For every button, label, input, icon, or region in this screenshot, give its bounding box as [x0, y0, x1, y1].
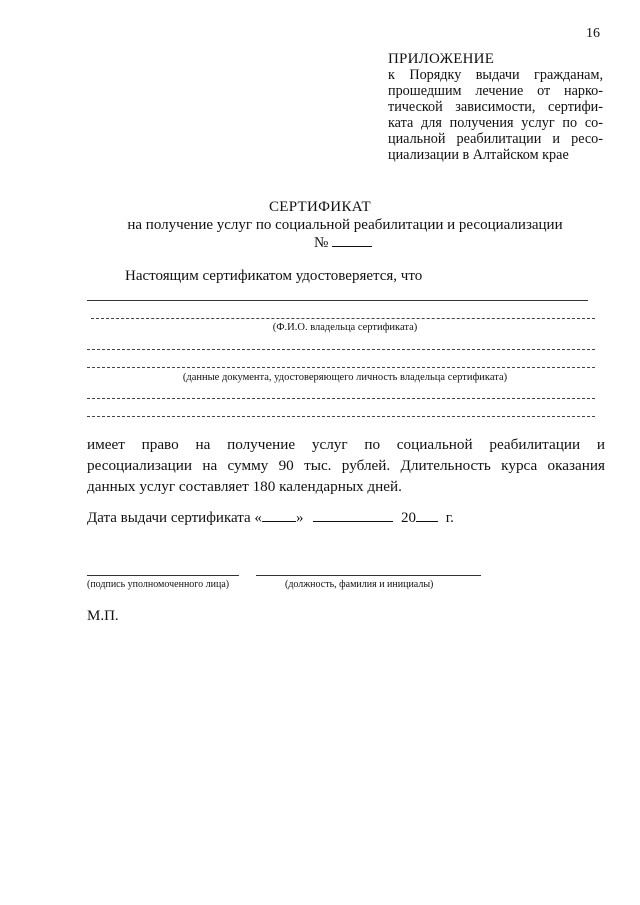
owner-document-line	[87, 349, 595, 350]
appendix-block	[388, 51, 603, 163]
page-number: 16	[586, 26, 600, 41]
year-blank	[416, 508, 438, 522]
appendix-line: к Порядку выдачи гражданам,	[388, 67, 603, 83]
issue-year-prefix: 20	[400, 510, 416, 526]
certificate-title: СЕРТИФИКАТ	[268, 199, 372, 215]
certificate-subtitle: на получение услуг по социальной реабилитации и ресоциализации	[127, 217, 563, 233]
intro-text: Настоящим сертификатом удостоверяется, что	[125, 268, 423, 284]
issue-year-suffix: г.	[445, 510, 454, 526]
issue-date-close-quote: »	[295, 510, 304, 526]
appendix-line: прошедшим лечение от нарко-	[388, 83, 603, 99]
owner-name-caption: (Ф.И.О. владельца сертификата)	[272, 322, 418, 333]
appendix-line: тической зависимости, сертифи-	[388, 99, 603, 115]
owner-document-line	[87, 398, 595, 399]
owner-document-line	[87, 416, 595, 417]
owner-name-line	[87, 300, 588, 301]
certificate-number-blank	[332, 234, 372, 247]
certificate-number	[314, 234, 372, 252]
owner-name-line	[91, 318, 595, 319]
month-blank	[313, 508, 393, 522]
seal-placeholder: М.П.	[87, 608, 119, 624]
position-caption: (должность, фамилия и инициалы)	[285, 579, 434, 590]
issue-date	[87, 508, 454, 527]
appendix-line: ката для получения услуг по со-	[388, 115, 603, 131]
appendix-line: циализации в Алтайском крае	[388, 147, 569, 163]
entitlement-text: имеет право на получение услуг по социальной реабилитации и ресоциализации на сумму 90 тыс. рублей. Длительность курса оказания данных услуг составляет 180 календарных дней.	[87, 436, 605, 495]
issue-date-label: Дата выдачи сертификата «	[87, 510, 262, 526]
owner-document-caption: (данные документа, удостоверяющего личность владельца сертификата)	[182, 372, 508, 383]
appendix-line: циальной реабилитации и ресо-	[388, 131, 603, 147]
owner-document-line	[87, 367, 595, 368]
certificate-number-label: №	[314, 235, 329, 251]
appendix-title: ПРИЛОЖЕНИЕ	[388, 51, 495, 67]
signature-caption: (подпись уполномоченного лица)	[87, 579, 230, 590]
day-blank	[262, 508, 296, 522]
signature-line	[87, 575, 239, 576]
position-line	[256, 575, 481, 576]
